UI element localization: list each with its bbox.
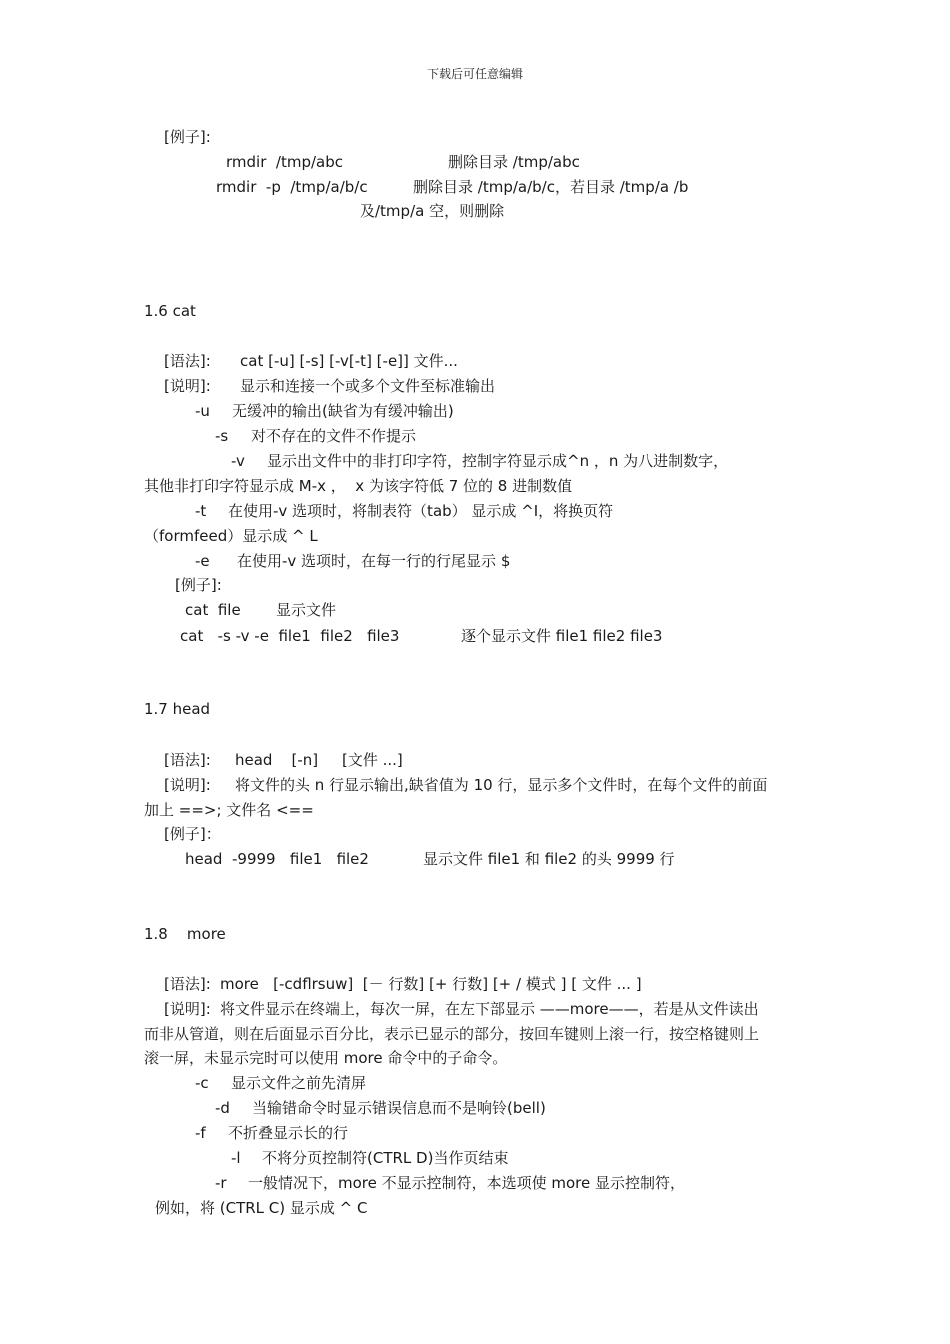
section-heading-head: 1.7 head [144, 700, 211, 718]
head-description-label: [说明]: [164, 776, 211, 794]
cat-syntax: cat [-u] [-s] [-v[-t] [-e]] 文件... [240, 352, 458, 370]
head-example-label: [例子]： [164, 825, 221, 843]
cat-example-label: [例子]: [175, 576, 222, 594]
cat-example-1-command: cat file [185, 601, 241, 619]
cat-option-v-description-continued: 其他非打印字符显示成 M-x ， x 为该字符低 7 位的 8 进制数值 [144, 477, 573, 495]
more-option-f: -f [195, 1124, 206, 1142]
rmdir-example-2-description-continued: 及/tmp/a 空，则删除 [360, 202, 505, 220]
cat-option-e: -e [195, 552, 210, 570]
rmdir-example-label: [例子]: [164, 128, 211, 146]
more-option-l: -l [231, 1149, 241, 1167]
head-example-1-description: 显示文件 file1 和 file2 的头 9999 行 [423, 850, 675, 868]
more-syntax: more [-cdflrsuw] [－ 行数] [+ 行数] [+ / 模式 ] [ 文件 ... ] [220, 975, 642, 993]
more-option-c: -c [195, 1074, 209, 1092]
cat-option-v-description: 显示出文件中的非打印字符，控制字符显示成^n ，n 为八进制数字， [267, 452, 729, 470]
head-syntax-label: [语法]: [164, 751, 211, 769]
head-description-continued: 加上 ==>; 文件名 <== [144, 801, 314, 819]
cat-option-s: -s [215, 427, 229, 445]
cat-option-t: -t [195, 502, 207, 520]
more-option-l-description: 不将分页控制符(CTRL D)当作页结束 [262, 1149, 509, 1167]
head-syntax: head [-n] [文件 ...] [235, 751, 403, 769]
more-option-r-description-continued: 例如，将 (CTRL C) 显示成 ^ C [155, 1199, 368, 1217]
cat-option-u-description: 无缓冲的输出(缺省为有缓冲输出) [232, 402, 454, 420]
cat-description: 显示和连接一个或多个文件至标准输出 [240, 377, 496, 395]
cat-option-u: -u [195, 402, 210, 420]
more-option-r-description: 一般情况下，more 不显示控制符，本选项使 more 显示控制符， [248, 1174, 686, 1192]
page-header: 下载后可任意编辑 [426, 67, 523, 81]
cat-example-1-description: 显示文件 [276, 601, 337, 619]
head-example-1-command: head -9999 file1 file2 [185, 850, 369, 868]
cat-description-label: [说明]: [164, 377, 211, 395]
more-description-line-1: 将文件显示在终端上，每次一屏，在左下部显示 ——more——，若是从文件读出 [220, 1000, 759, 1018]
more-description-label: [说明]: [164, 1000, 211, 1018]
rmdir-example-1-description: 删除目录 /tmp/abc [448, 153, 580, 171]
cat-option-t-description: 在使用-v 选项时，将制表符（tab） 显示成 ^I，将换页符 [228, 502, 614, 520]
cat-example-2-command: cat -s -v -e file1 file2 file3 [180, 627, 400, 645]
cat-syntax-label: [语法]: [164, 352, 211, 370]
more-description-line-2: 而非从管道，则在后面显示百分比，表示已显示的部分，按回车键则上滚一行，按空格键则上 [144, 1025, 760, 1043]
more-option-d: -d [215, 1099, 230, 1117]
rmdir-example-1-command: rmdir /tmp/abc [226, 153, 343, 171]
more-option-c-description: 显示文件之前先清屏 [231, 1074, 367, 1092]
section-heading-more: 1.8 more [144, 925, 226, 943]
rmdir-example-2-command: rmdir -p /tmp/a/b/c [216, 178, 368, 196]
section-heading-cat: 1.6 cat [144, 302, 196, 320]
more-option-d-description: 当输错命令时显示错误信息而不是响铃(bell) [252, 1099, 546, 1117]
cat-option-e-description: 在使用-v 选项时，在每一行的行尾显示 $ [237, 552, 511, 570]
cat-option-t-description-continued: （formfeed）显示成 ^ L [144, 527, 318, 545]
rmdir-example-2-description: 删除目录 /tmp/a/b/c，若目录 /tmp/a /b [413, 178, 689, 196]
more-option-r: -r [215, 1174, 227, 1192]
more-syntax-label: [语法]: [164, 975, 211, 993]
more-description-line-3: 滚一屏，未显示完时可以使用 more 命令中的子命令。 [144, 1049, 508, 1067]
cat-example-2-description: 逐个显示文件 file1 file2 file3 [461, 627, 663, 645]
more-option-f-description: 不折叠显示长的行 [228, 1124, 349, 1142]
cat-option-s-description: 对不存在的文件不作提示 [251, 427, 417, 445]
cat-option-v: -v [231, 452, 245, 470]
head-description: 将文件的头 n 行显示输出,缺省值为 10 行，显示多个文件时，在每个文件的前面 [235, 776, 768, 794]
